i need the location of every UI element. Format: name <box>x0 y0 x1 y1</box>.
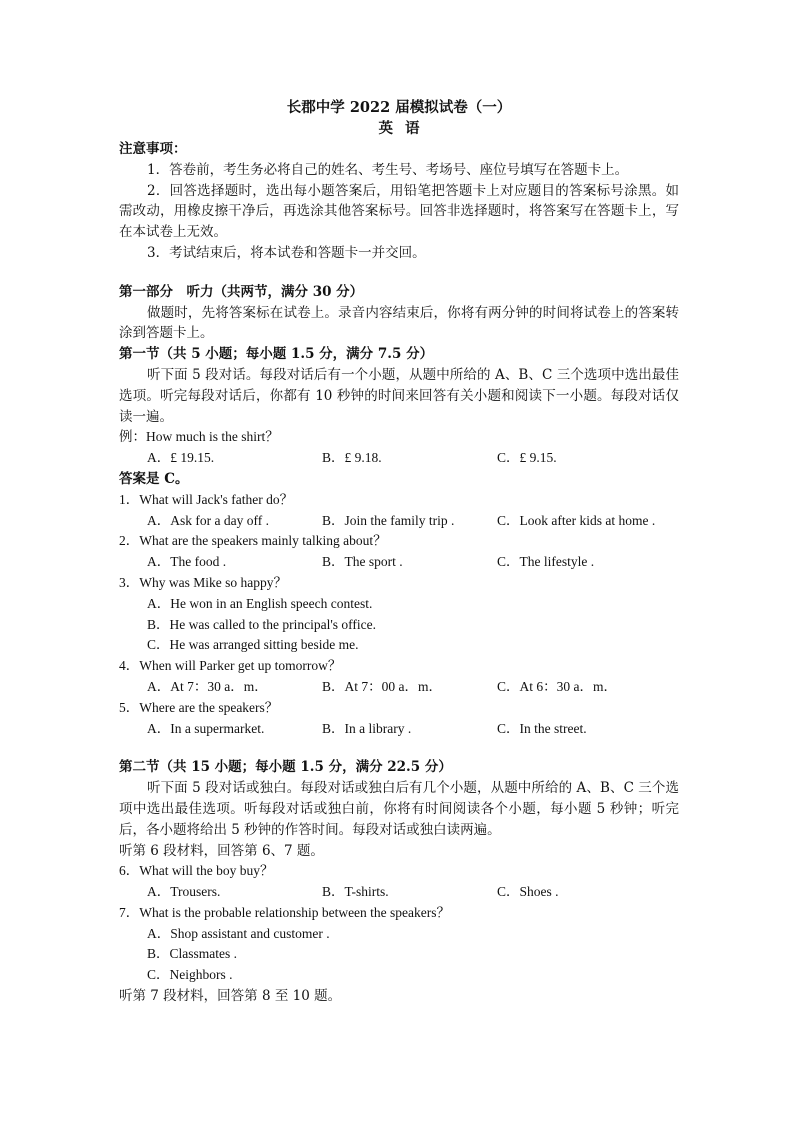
question-4: 4．When will Parker get up tomorrow？ <box>119 658 342 674</box>
section2-heading: 第二节（共 15 小题；每小题 1.5 分，满分 22.5 分） <box>119 759 452 776</box>
exam-page <box>119 97 679 1007</box>
notes-heading: 注意事项： <box>119 141 187 157</box>
question-2: 2．What are the speakers mainly talking about？ <box>119 533 387 549</box>
question-1: 1．What will Jack's father do？ <box>119 491 294 507</box>
q1-option-b: B．Join the family trip . <box>322 512 455 528</box>
q2-option-c: C．The lifestyle . <box>497 554 595 570</box>
exam-title: 长郡中学 2022 届模拟试卷（一） <box>286 99 512 116</box>
section2-intro: 听下面 5 段对话或独白。每段对话或独白后有几个小题，从题中所给的 A、B、C 三个选项中选出最佳选项。听每段对话或独白前，你将有时间阅读各个小题，每小题 5 秒钟；听完后，各小题将给出 5 秒钟的作答时间。每段对话或独白读两遍。 <box>119 780 679 838</box>
q6-option-b: B．T-shirts. <box>322 884 389 900</box>
q4-option-a: A．At 7：30 a．m． <box>147 678 268 694</box>
example-option-a: A．£ 19.15. <box>147 450 215 466</box>
part1-intro: 做题时，先将答案标在试卷上。录音内容结束后，你将有两分钟的时间将试卷上的答案转涂到答题卡上。 <box>119 304 679 342</box>
q6-option-a: A．Trousers. <box>147 884 221 900</box>
q4-option-b: B．At 7：00 a．m． <box>322 678 442 694</box>
question-2-options <box>119 552 679 573</box>
example-options <box>119 448 679 469</box>
example-option-c: C．£ 9.15. <box>497 450 557 466</box>
q4-option-c: C．At 6：30 a．m． <box>497 678 617 694</box>
part1-heading: 第一部分 听力（共两节，满分 30 分） <box>119 283 364 300</box>
q3-option-b: B．He was called to the principal's office. <box>147 616 376 632</box>
note-item-1: 1．答卷前，考生务必将自己的姓名、考生号、考场号、座位号填写在答题卡上。 <box>147 161 629 178</box>
section1-intro: 听下面 5 段对话。每段对话后有一个小题，从题中所给的 A、B、C 三个选项中选出最佳选项。听完每段对话后，你都有 10 秒钟的时间来回答有关小题和阅读下一小题。每段对话仅读一遍。 <box>119 366 679 425</box>
q7-option-b: B．Classmates . <box>147 946 237 962</box>
note-item-2: 2．回答选择题时，选出每小题答案后，用铅笔把答题卡上对应题目的答案标号涂黑。如需改动，用橡皮擦干净后，再选涂其他答案标号。回答非选择题时，将答案写在答题卡上，写在本试卷上无效。 <box>119 182 679 241</box>
q7-option-c: C．Neighbors . <box>147 967 233 983</box>
question-1-options <box>119 511 679 532</box>
question-3: 3．Why was Mike so happy？ <box>119 574 287 590</box>
question-6-options <box>119 882 679 903</box>
q5-option-b: B．In a library . <box>322 720 412 736</box>
note-item-3: 3．考试结束后，将本试卷和答题卡一并交回。 <box>147 244 426 261</box>
q2-option-b: B．The sport . <box>322 554 403 570</box>
question-7: 7．What is the probable relationship between the speakers？ <box>119 904 451 920</box>
q2-option-a: A．The food . <box>147 554 227 570</box>
q3-option-c: C．He was arranged sitting beside me. <box>147 637 359 653</box>
exam-subject: 英语 <box>378 120 432 137</box>
q6-option-c: C．Shoes . <box>497 884 559 900</box>
q5-option-a: A．In a supermarket. <box>147 720 265 736</box>
example-question: 例：How much is the shirt？ <box>119 429 279 445</box>
q1-option-a: A．Ask for a day off . <box>147 512 269 528</box>
question-6: 6．What will the boy buy？ <box>119 863 274 879</box>
q7-option-a: A．Shop assistant and customer . <box>147 925 330 941</box>
q3-option-a: A．He won in an English speech contest. <box>147 595 373 611</box>
question-5: 5．Where are the speakers？ <box>119 699 279 715</box>
example-option-b: B．£ 9.18. <box>322 450 382 466</box>
section1-heading: 第一节（共 5 小题；每小题 1.5 分，满分 7.5 分） <box>119 346 434 363</box>
question-4-options <box>119 677 679 698</box>
example-answer: 答案是 C。 <box>119 470 189 487</box>
q1-option-c: C．Look after kids at home . <box>497 512 656 528</box>
material-6-note: 听第 6 段材料，回答第 6、7 题。 <box>119 842 324 859</box>
question-5-options <box>119 719 679 740</box>
material-7-note: 听第 7 段材料，回答第 8 至 10 题。 <box>119 988 342 1005</box>
q5-option-c: C．In the street. <box>497 720 587 736</box>
